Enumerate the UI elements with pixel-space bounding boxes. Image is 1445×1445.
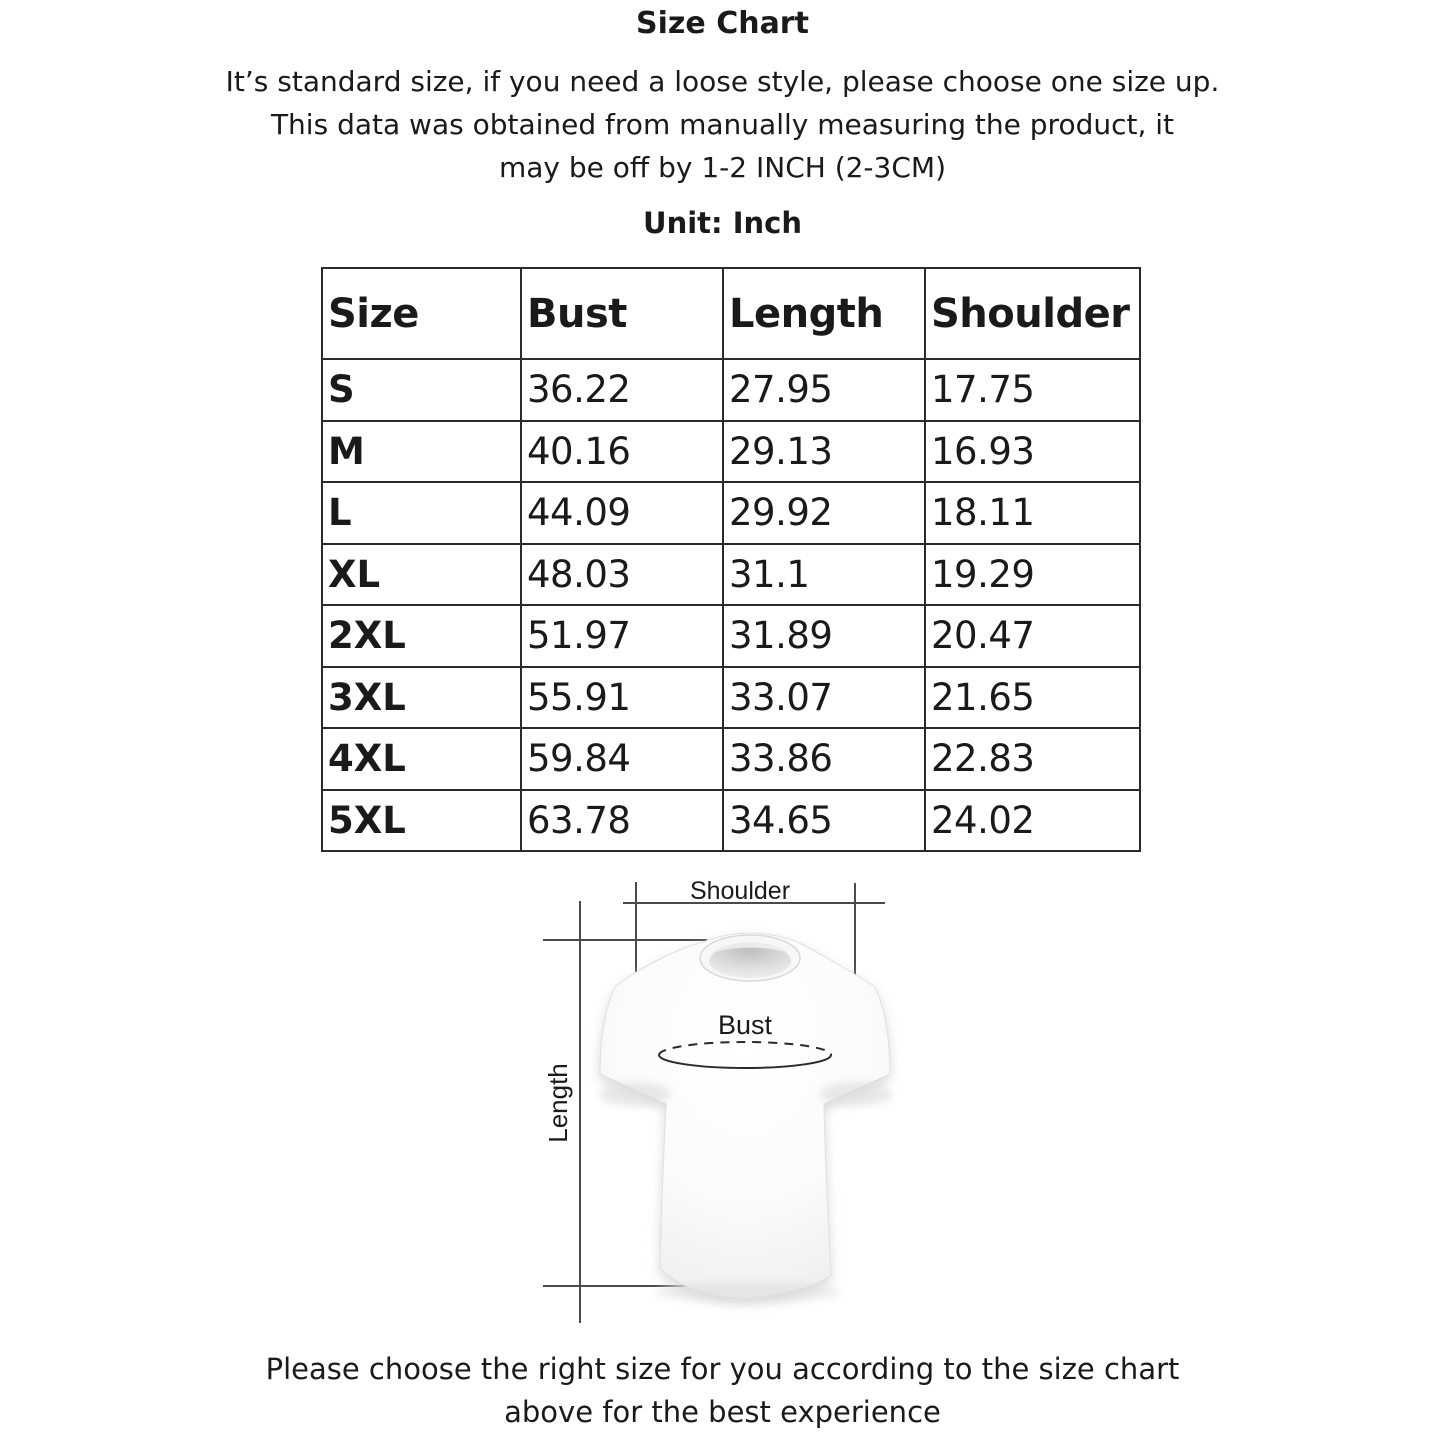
column-header-length: Length [723, 268, 925, 359]
size-label: 2XL [322, 605, 521, 667]
bust-value: 40.16 [521, 421, 723, 483]
shoulder-value: 17.75 [925, 359, 1140, 421]
table-row [322, 359, 1140, 421]
table-row [322, 544, 1140, 606]
shoulder-value: 20.47 [925, 605, 1140, 667]
shoulder-label: Shoulder [689, 877, 791, 905]
tshirt-body [600, 933, 890, 1298]
length-value: 33.07 [723, 667, 925, 729]
page-title: Size Chart [636, 6, 809, 41]
length-value: 29.92 [723, 482, 925, 544]
bust-value: 63.78 [521, 790, 723, 852]
length-value: 29.13 [723, 421, 925, 483]
hem-shade [656, 1282, 840, 1302]
table-row [322, 605, 1140, 667]
size-label: XL [322, 544, 521, 606]
table-row [322, 482, 1140, 544]
size-label: 3XL [322, 667, 521, 729]
unit-label: Unit: Inch [643, 206, 802, 240]
bust-value: 59.84 [521, 728, 723, 790]
length-value: 34.65 [723, 790, 925, 852]
shoulder-value: 18.11 [925, 482, 1140, 544]
size-table [321, 267, 1141, 852]
size-label: 5XL [322, 790, 521, 852]
footer-text [0, 1348, 1445, 1434]
length-value: 27.95 [723, 359, 925, 421]
column-header-bust: Bust [521, 268, 723, 359]
shoulder-value: 22.83 [925, 728, 1140, 790]
table-row [322, 421, 1140, 483]
bust-value: 51.97 [521, 605, 723, 667]
shoulder-value: 19.29 [925, 544, 1140, 606]
size-label: S [322, 359, 521, 421]
intro-line-1: It’s standard size, if you need a loose style, please choose one size up. [225, 65, 1220, 98]
intro-line-3: may be off by 1-2 INCH (2-3CM) [498, 151, 946, 184]
shoulder-value: 24.02 [925, 790, 1140, 852]
underarm-shade-left [599, 1082, 671, 1106]
intro-line-2: This data was obtained from manually measuring the product, it [270, 108, 1175, 141]
table-row [322, 790, 1140, 852]
length-value: 31.1 [723, 544, 925, 606]
tshirt-measurement-diagram [520, 868, 980, 1340]
intro-text [0, 60, 1445, 189]
length-value: 31.89 [723, 605, 925, 667]
bust-value: 55.91 [521, 667, 723, 729]
size-label: M [322, 421, 521, 483]
length-value: 33.86 [723, 728, 925, 790]
column-header-shoulder: Shoulder [925, 268, 1140, 359]
shoulder-value: 16.93 [925, 421, 1140, 483]
table-row [322, 667, 1140, 729]
table-row [322, 728, 1140, 790]
column-header-size: Size [322, 268, 521, 359]
underarm-shade-right [820, 1082, 892, 1106]
bust-value: 48.03 [521, 544, 723, 606]
size-label: 4XL [322, 728, 521, 790]
tshirt-graphic [599, 933, 892, 1303]
footer-line-1: Please choose the right size for you according to the size chart [265, 1352, 1180, 1386]
table-header-row [322, 268, 1140, 359]
footer-line-2: above for the best experience [504, 1395, 941, 1429]
length-label: Length [543, 1063, 573, 1143]
size-label: L [322, 482, 521, 544]
bust-label: Bust [717, 1010, 773, 1040]
bust-value: 36.22 [521, 359, 723, 421]
bust-value: 44.09 [521, 482, 723, 544]
shoulder-value: 21.65 [925, 667, 1140, 729]
